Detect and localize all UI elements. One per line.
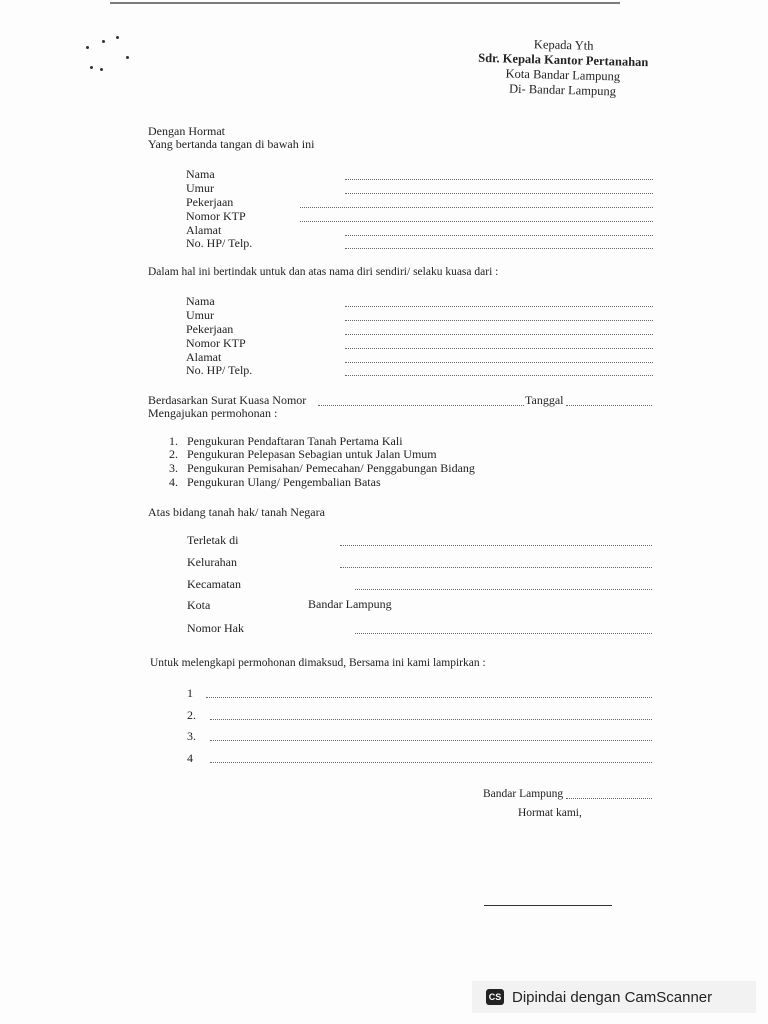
request-text: Pengukuran Pelepasan Sebagian untuk Jalan Umum bbox=[187, 447, 437, 461]
speck bbox=[86, 46, 89, 49]
land-village-label: Kelurahan bbox=[187, 555, 237, 569]
power-of-attorney-date-dots[interactable] bbox=[566, 405, 652, 406]
applicant-field-dots[interactable] bbox=[345, 248, 653, 249]
speck bbox=[126, 56, 129, 59]
applicant-field-label: Nama bbox=[186, 167, 215, 181]
land-intro: Atas bidang tanah hak/ tanah Negara bbox=[148, 505, 325, 519]
land-located-dots[interactable] bbox=[340, 545, 652, 546]
addressee-line-3: Kota Bandar Lampung bbox=[505, 66, 621, 84]
attachment-dots[interactable] bbox=[210, 719, 652, 720]
principal-field-label: Nomor KTP bbox=[186, 336, 246, 350]
applicant-field-label: Pekerjaan bbox=[186, 195, 234, 209]
land-village-dots[interactable] bbox=[340, 567, 652, 568]
speck bbox=[116, 36, 119, 39]
representation-text: Dalam hal ini bertindak untuk dan atas nama diri sendiri/ selaku kuasa dari : bbox=[148, 266, 499, 278]
principal-field-label: Pekerjaan bbox=[186, 322, 234, 336]
principal-field-dots[interactable] bbox=[345, 320, 653, 321]
land-district-dots[interactable] bbox=[355, 589, 652, 590]
attachment-dots[interactable] bbox=[210, 762, 652, 763]
closing-regards: Hormat kami, bbox=[518, 807, 582, 819]
speck bbox=[90, 66, 93, 69]
closing-date-dots[interactable] bbox=[566, 798, 652, 799]
request-text: Pengukuran Pemisahan/ Pemecahan/ Penggabungan Bidang bbox=[187, 461, 475, 475]
request-text: Pengukuran Ulang/ Pengembalian Batas bbox=[187, 475, 381, 489]
request-item[interactable] bbox=[169, 448, 437, 461]
attachment-dots[interactable] bbox=[206, 697, 652, 698]
principal-field-dots[interactable] bbox=[345, 306, 653, 307]
principal-field-dots[interactable] bbox=[345, 348, 653, 349]
applicant-field-dots[interactable] bbox=[345, 193, 653, 194]
request-item[interactable] bbox=[169, 476, 381, 489]
greeting: Dengan Hormat bbox=[148, 124, 225, 138]
request-number: 4. bbox=[169, 475, 178, 489]
power-of-attorney-number-dots[interactable] bbox=[318, 405, 524, 406]
addressee-line-4: Di- Bandar Lampung bbox=[508, 81, 616, 99]
applicant-field-dots[interactable] bbox=[300, 207, 653, 208]
applicant-field-dots[interactable] bbox=[345, 179, 653, 180]
applicant-field-label: Umur bbox=[186, 181, 214, 195]
camscanner-watermark bbox=[472, 981, 756, 1013]
principal-field-label: Umur bbox=[186, 308, 214, 322]
attachment-number: 3. bbox=[187, 729, 196, 743]
attachment-dots[interactable] bbox=[210, 740, 652, 741]
intro-text: Yang bertanda tangan di bawah ini bbox=[148, 137, 315, 151]
land-city-value: Bandar Lampung bbox=[308, 597, 392, 611]
principal-field-dots[interactable] bbox=[345, 375, 653, 376]
signature-line[interactable] bbox=[484, 905, 612, 906]
applicant-field-label: Nomor KTP bbox=[186, 209, 246, 223]
land-right-number-dots[interactable] bbox=[355, 633, 652, 634]
land-city-label: Kota bbox=[187, 598, 211, 612]
request-number: 3. bbox=[169, 461, 178, 475]
request-item[interactable] bbox=[169, 462, 475, 475]
land-located-label: Terletak di bbox=[187, 533, 239, 547]
camscanner-logo-icon: CS bbox=[486, 989, 504, 1005]
request-number: 2. bbox=[169, 447, 178, 461]
power-of-attorney-date-label: Tanggal bbox=[525, 393, 564, 407]
principal-field-label: No. HP/ Telp. bbox=[186, 363, 253, 377]
attachment-number: 4 bbox=[187, 751, 193, 765]
camscanner-text: Dipindai dengan CamScanner bbox=[512, 988, 713, 1006]
addressee-line-1: Kepada Yth bbox=[533, 37, 594, 53]
principal-field-dots[interactable] bbox=[345, 362, 653, 363]
request-intro: Mengajukan permohonan : bbox=[148, 406, 278, 420]
applicant-field-label: Alamat bbox=[186, 223, 222, 237]
principal-field-dots[interactable] bbox=[345, 334, 653, 335]
request-number: 1. bbox=[169, 434, 178, 448]
closing-place: Bandar Lampung bbox=[483, 788, 564, 800]
attachment-number: 2. bbox=[187, 708, 196, 722]
principal-field-label: Alamat bbox=[186, 350, 222, 364]
scan-top-edge bbox=[110, 2, 620, 7]
power-of-attorney-label: Berdasarkan Surat Kuasa Nomor bbox=[148, 393, 307, 407]
applicant-field-label: No. HP/ Telp. bbox=[186, 236, 253, 250]
speck bbox=[100, 68, 103, 71]
land-right-number-label: Nomor Hak bbox=[187, 621, 244, 635]
attachment-number: 1 bbox=[187, 686, 193, 700]
principal-field-label: Nama bbox=[186, 294, 215, 308]
attachments-intro: Untuk melengkapi permohonan dimaksud, Bersama ini kami lampirkan : bbox=[150, 657, 486, 669]
addressee-line-2: Sdr. Kepala Kantor Pertanahan bbox=[477, 50, 649, 70]
land-district-label: Kecamatan bbox=[187, 577, 241, 591]
request-text: Pengukuran Pendaftaran Tanah Pertama Kali bbox=[187, 434, 403, 448]
applicant-field-dots[interactable] bbox=[345, 235, 653, 236]
speck bbox=[102, 40, 105, 43]
scan-specks bbox=[80, 36, 140, 76]
addressee-block bbox=[477, 36, 649, 100]
applicant-field-dots[interactable] bbox=[300, 221, 653, 222]
